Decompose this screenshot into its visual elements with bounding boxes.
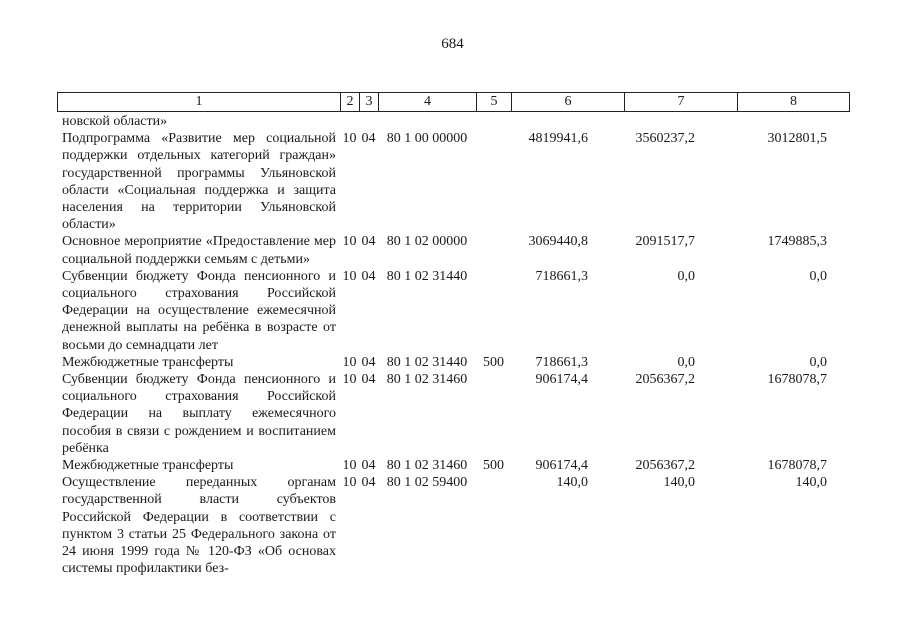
row-amount-6: 906174,4 — [535, 458, 588, 474]
row-name: Подпрограмма «Развитие мер социальной поддержки отдельных категорий граждан» государственной программы Ульяновской области «Социальная поддержка и защита населения на территории Ульяновской области» — [62, 131, 336, 233]
column-header: 8 — [738, 93, 850, 112]
row-amount-8 — [737, 113, 849, 130]
row-amount-6: 718661,3 — [535, 268, 588, 284]
row-amount-7 — [624, 113, 737, 130]
row-section: 10 — [342, 234, 357, 250]
row-amount-8: 1749885,3 — [767, 234, 827, 250]
column-header: 2 — [341, 93, 360, 112]
table-row — [57, 457, 849, 474]
row-subsection: 04 — [361, 131, 376, 147]
table-row — [57, 371, 849, 457]
row-subsection: 04 — [361, 268, 376, 284]
row-target-code: 80 1 02 59400 — [386, 475, 468, 491]
row-expense-type: 500 — [483, 354, 504, 370]
row-expense-type — [476, 474, 511, 577]
table-row — [57, 233, 849, 267]
table-row — [57, 268, 849, 354]
row-amount-7: 2056367,2 — [635, 372, 695, 388]
budget-table — [57, 113, 849, 577]
row-section: 10 — [342, 131, 357, 147]
row-expense-type — [476, 233, 511, 267]
row-expense-type — [476, 268, 511, 354]
row-subsection: 04 — [361, 475, 376, 491]
column-header-row — [57, 92, 850, 112]
row-subsection: 04 — [361, 354, 376, 370]
row-section: 10 — [342, 475, 357, 491]
column-header: 1 — [58, 93, 341, 112]
row-amount-6: 140,0 — [556, 475, 588, 491]
row-amount-7: 2056367,2 — [635, 458, 695, 474]
table-row — [57, 113, 849, 130]
row-amount-8: 3012801,5 — [767, 131, 827, 147]
row-amount-6: 4819941,6 — [528, 131, 588, 147]
column-header: 6 — [512, 93, 625, 112]
row-amount-8: 140,0 — [795, 475, 827, 491]
row-section: 10 — [342, 268, 357, 284]
row-name: Основное мероприятие «Предоставление мер социальной поддержки семьям с детьми» — [62, 234, 336, 267]
row-name: Осуществление переданных органам государственной власти субъектов Российской Федерации в соответствии с пунктом 3 статьи 25 Федерального закона от 24 июня 1999 года № 120-ФЗ «Об основах системы профилактики без- — [62, 475, 336, 577]
table-row — [57, 130, 849, 233]
row-target-code: 80 1 02 31460 — [386, 372, 468, 388]
row-name: Межбюджетные трансферты — [62, 458, 234, 474]
row-amount-8: 0,0 — [809, 354, 827, 370]
row-subsection: 04 — [361, 458, 376, 474]
row-amount-6: 3069440,8 — [528, 234, 588, 250]
row-amount-7: 2091517,7 — [635, 234, 695, 250]
row-amount-6 — [511, 113, 624, 130]
row-section — [340, 113, 359, 130]
row-section: 10 — [342, 354, 357, 370]
row-subsection: 04 — [361, 234, 376, 250]
row-name: новской области» — [62, 114, 168, 129]
row-subsection: 04 — [361, 372, 376, 388]
row-section: 10 — [342, 458, 357, 474]
row-name: Межбюджетные трансферты — [62, 354, 234, 370]
row-target-code: 80 1 02 31440 — [386, 354, 468, 370]
column-header: 7 — [625, 93, 738, 112]
column-header: 5 — [477, 93, 512, 112]
row-amount-7: 0,0 — [677, 354, 695, 370]
column-header: 3 — [360, 93, 379, 112]
row-target-code: 80 1 02 00000 — [386, 234, 468, 250]
row-subsection — [359, 113, 378, 130]
row-name: Субвенции бюджету Фонда пенсионного и социального страхования Российской Федерации на выплату ежемесячного пособия в связи с рождением и воспитанием ребёнка — [62, 372, 336, 456]
row-target-code: 80 1 02 31460 — [386, 458, 468, 474]
row-name: Субвенции бюджету Фонда пенсионного и социального страхования Российской Федерации на осуществление ежемесячной денежной выплаты на ребёнка в возрасте от восьми до семнадцати лет — [62, 268, 336, 353]
page-number: 684 — [441, 36, 464, 52]
row-expense-type — [476, 130, 511, 233]
table-row — [57, 354, 849, 371]
column-header: 4 — [379, 93, 477, 112]
row-amount-8: 1678078,7 — [767, 372, 827, 388]
row-target-code: 80 1 02 31440 — [386, 268, 468, 284]
row-expense-type: 500 — [483, 458, 504, 474]
row-expense-type — [476, 113, 511, 130]
row-expense-type — [476, 371, 511, 457]
row-target-code — [378, 113, 476, 130]
row-amount-7: 0,0 — [677, 268, 695, 284]
row-amount-6: 906174,4 — [535, 372, 588, 388]
row-amount-8: 1678078,7 — [767, 458, 827, 474]
row-amount-7: 140,0 — [663, 475, 695, 491]
row-amount-8: 0,0 — [809, 268, 827, 284]
table-row — [57, 474, 849, 577]
row-amount-7: 3560237,2 — [635, 131, 695, 147]
row-amount-6: 718661,3 — [535, 354, 588, 370]
row-target-code: 80 1 00 00000 — [386, 131, 468, 147]
row-section: 10 — [342, 372, 357, 388]
